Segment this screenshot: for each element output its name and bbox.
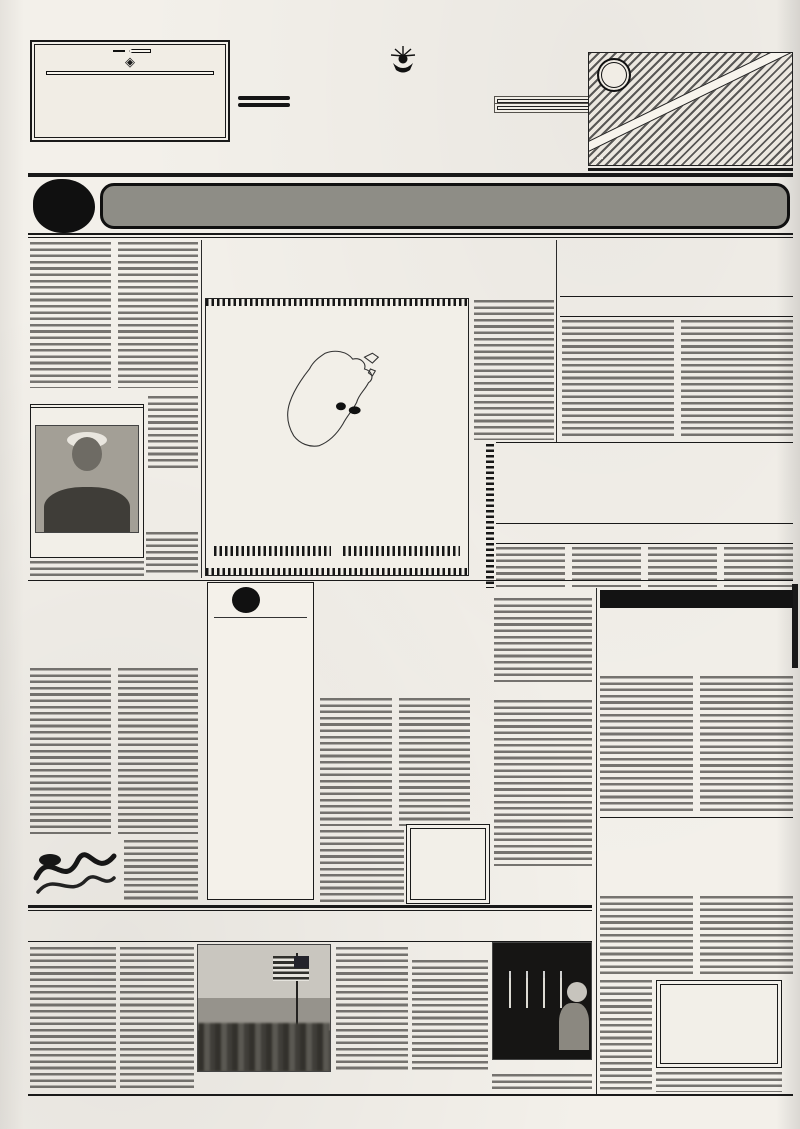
printer-ad-tag (129, 49, 151, 53)
article-body-text (30, 668, 198, 834)
section-rule (28, 910, 592, 911)
article-body-text (320, 698, 470, 826)
lebanon-byline (398, 684, 470, 695)
article-body-text (320, 830, 404, 904)
article-body-text (600, 896, 793, 976)
editor-name (497, 106, 589, 110)
editor-block (497, 99, 589, 139)
calligraphy-stamp-graphic (30, 840, 120, 902)
registration-marks-top (30, 3, 770, 16)
amir-subhead (560, 299, 793, 314)
editor-title (497, 99, 589, 103)
sulub-headline (146, 474, 200, 514)
sulub-byline (146, 518, 200, 529)
column-hatch-rule (486, 444, 494, 588)
date-line-english (200, 159, 600, 170)
bush-byline (412, 947, 488, 958)
article-body-text (494, 598, 592, 682)
districts-diagram-box (205, 298, 469, 576)
article-body-text (30, 561, 144, 576)
see-pages-note (32, 390, 128, 402)
baghdad-kicker (600, 590, 793, 608)
rule (496, 523, 793, 524)
article-body-text (494, 700, 592, 866)
top-banner (100, 183, 790, 229)
syria-kicker (30, 584, 198, 597)
amir-headline (552, 258, 795, 294)
rule (496, 543, 793, 544)
rule (28, 237, 793, 238)
bush-menorah-photo (492, 942, 592, 1060)
pages-badge (238, 96, 290, 100)
rule (496, 442, 793, 443)
date-line-arabic (120, 146, 680, 159)
filmstrip-border (206, 299, 468, 306)
article-body-text (474, 300, 554, 440)
rule (588, 168, 793, 171)
article-body-text (146, 532, 198, 576)
rule (600, 817, 793, 818)
article-body-text (148, 396, 198, 470)
candidate-photo (35, 425, 139, 533)
baghdad-byline (696, 661, 793, 673)
printer-ad (30, 40, 230, 142)
article-body-text (600, 676, 793, 814)
masthead-rule (28, 173, 793, 177)
article-body-text (336, 947, 408, 1072)
pay-ten-box (30, 404, 144, 558)
caption-hatch (343, 546, 460, 556)
amir-kicker (560, 242, 793, 257)
gcc-subhead (496, 526, 793, 541)
clinton-rally-photo (197, 944, 331, 1072)
rewards-box (406, 824, 490, 904)
section-rule (28, 905, 592, 908)
baghdad-headline (600, 611, 793, 659)
iran-subhead (494, 684, 592, 697)
printer-ad-tagline (46, 71, 214, 75)
bush-headline (30, 913, 490, 938)
bank-emblem-icon (597, 58, 631, 92)
banner-pages-blob (33, 179, 95, 233)
yemen-kicker (616, 820, 780, 832)
rule (560, 296, 793, 297)
lead-headline (192, 257, 562, 297)
gcc-kicker (515, 445, 785, 460)
bottom-rule (28, 1094, 793, 1096)
lafita-column (207, 582, 314, 900)
rule (28, 233, 793, 235)
article-body-text (496, 547, 793, 587)
lebanon-kicker (388, 586, 490, 598)
gcc-headline (496, 461, 793, 521)
index-box (656, 980, 782, 1068)
bush-photo-caption (492, 1062, 592, 1072)
pages-price-badges (238, 96, 290, 142)
clinton-photo-caption (197, 1074, 331, 1085)
districts-diagram (209, 308, 465, 544)
lead-kicker (205, 241, 555, 257)
kuwait-map-outline (288, 351, 372, 446)
column-rule (596, 588, 597, 1094)
printer-ad-brand-ar (113, 50, 125, 52)
article-body-text (120, 947, 194, 1089)
lafita-disc-icon (232, 587, 260, 613)
city-hub-east (349, 406, 361, 414)
article-body-text (562, 320, 793, 438)
filmstrip-border (206, 568, 468, 575)
article-body-text (492, 1074, 592, 1090)
article-body-text (656, 1072, 782, 1092)
article-body-text (30, 947, 116, 1089)
rule (560, 316, 793, 317)
article-body-text (124, 840, 198, 902)
price-badge (238, 103, 290, 107)
yemen-headline (600, 833, 793, 881)
syria-byline (108, 653, 198, 665)
pay-ten-headline (31, 405, 143, 408)
caption-hatch (214, 546, 331, 556)
article-body-text (30, 242, 198, 388)
article-body-text (600, 980, 652, 1092)
registration-marks-bottom (40, 1106, 420, 1120)
city-hub-west (336, 402, 346, 410)
egypt-headline (494, 868, 592, 898)
section-rule (28, 580, 793, 581)
syria-headline (28, 599, 200, 649)
printer-ad-diamond-icon: ◈ (125, 55, 135, 70)
yemen-byline (714, 883, 793, 894)
article-body-text (412, 960, 488, 1072)
